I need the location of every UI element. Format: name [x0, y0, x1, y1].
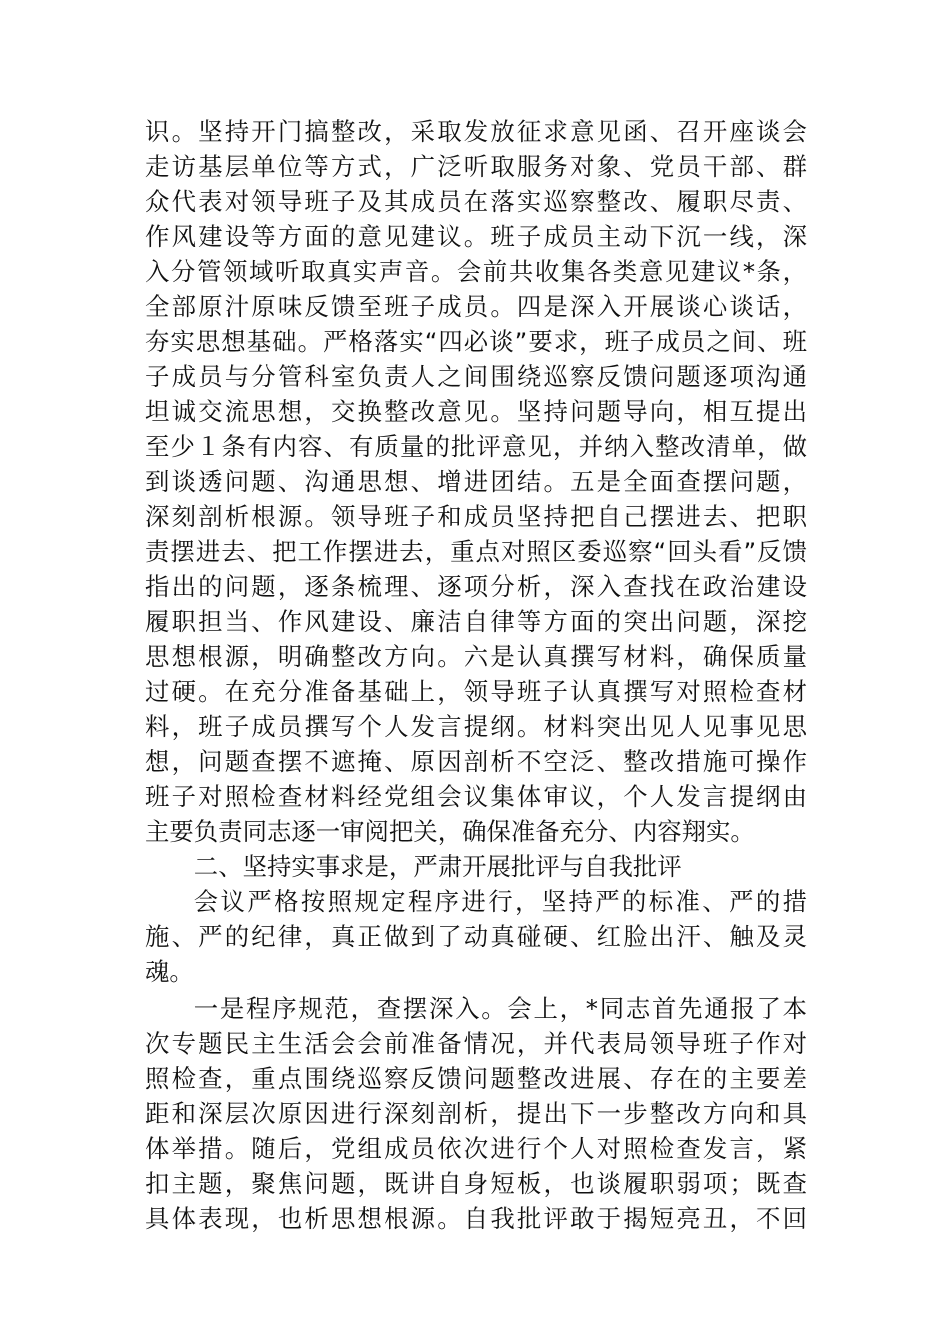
paragraph-meeting-procedure	[145, 884, 807, 989]
text-line: 指出的问题，逐条梳理、逐项分析，深入查找在政治建设	[145, 572, 807, 601]
text-line: 施、严的纪律，真正做到了动真碰硬、红脸出汗、触及灵	[145, 922, 807, 951]
text-line: 会议严格按照规定程序进行，坚持严的标准、严的措	[193, 887, 807, 916]
text-line: 一是程序规范，查摆深入。会上，*同志首先通报了本	[193, 994, 807, 1023]
text-line: 次专题民主生活会会前准备情况，并代表局领导班子作对	[145, 1029, 807, 1058]
text-line: 照检查，重点围绕巡察反馈问题整改进展、存在的主要差	[145, 1064, 807, 1093]
text-line: 夯实思想基础。严格落实“四必谈”要求，班子成员之间、班	[145, 327, 807, 356]
text-line: 全部原汁原味反馈至班子成员。四是深入开展谈心谈话，	[145, 292, 807, 321]
text-line: 魂。	[145, 957, 194, 986]
text-line: 履职担当、作风建设、廉洁自律等方面的突出问题，深挖	[145, 607, 807, 636]
text-line: 思想根源，明确整改方向。六是认真撰写材料，确保质量	[145, 642, 807, 671]
text-line: 识。坚持开门搞整改，采取发放征求意见函、召开座谈会	[145, 117, 807, 146]
text-line: 扣主题，聚焦问题，既讲自身短板，也谈履职弱项；既查	[145, 1169, 807, 1198]
text-line: 料，班子成员撰写个人发言提纲。材料突出见人见事见思	[145, 712, 807, 741]
text-line: 坦诚交流思想，交换整改意见。坚持问题导向，相互提出	[145, 397, 807, 426]
text-line: 距和深层次原因进行深刻剖析，提出下一步整改方向和具	[145, 1099, 807, 1128]
text-line: 入分管领域听取真实声音。会前共收集各类意见建议*条，	[145, 257, 807, 286]
paragraph-procedure-standard	[145, 991, 807, 1236]
text-line: 体举措。随后，党组成员依次进行个人对照检查发言，紧	[145, 1134, 807, 1163]
text-line: 班子对照检查材料经党组会议集体审议，个人发言提纲由	[145, 782, 807, 811]
text-line: 至少１条有内容、有质量的批评意见，并纳入整改清单，做	[145, 432, 807, 461]
text-line: 深刻剖析根源。领导班子和成员坚持把自己摆进去、把职	[145, 502, 807, 531]
text-line: 责摆进去、把工作摆进去，重点对照区委巡察“回头看”反馈	[145, 537, 807, 566]
text-line: 具体表现，也析思想根源。自我批评敢于揭短亮丑，不回	[145, 1204, 807, 1233]
text-line: 走访基层单位等方式，广泛听取服务对象、党员干部、群	[145, 152, 807, 181]
text-line: 过硬。在充分准备基础上，领导班子认真撰写对照检查材	[145, 677, 807, 706]
section-heading: 二、坚持实事求是，严肃开展批评与自我批评	[193, 852, 682, 881]
text-line: 主要负责同志逐一审阅把关，确保准备充分、内容翔实。	[145, 817, 755, 846]
text-line: 想，问题查摆不遮掩、原因剖析不空泛、整改措施可操作	[145, 747, 807, 776]
text-line: 子成员与分管科室负责人之间围绕巡察反馈问题逐项沟通	[145, 362, 807, 391]
text-line: 作风建设等方面的意见建议。班子成员主动下沉一线，深	[145, 222, 807, 251]
paragraph-preparation	[145, 114, 807, 849]
text-line: 到谈透问题、沟通思想、增进团结。五是全面查摆问题，	[145, 467, 807, 496]
text-line: 众代表对领导班子及其成员在落实巡察整改、履职尽责、	[145, 187, 807, 216]
document-page	[145, 114, 807, 1236]
